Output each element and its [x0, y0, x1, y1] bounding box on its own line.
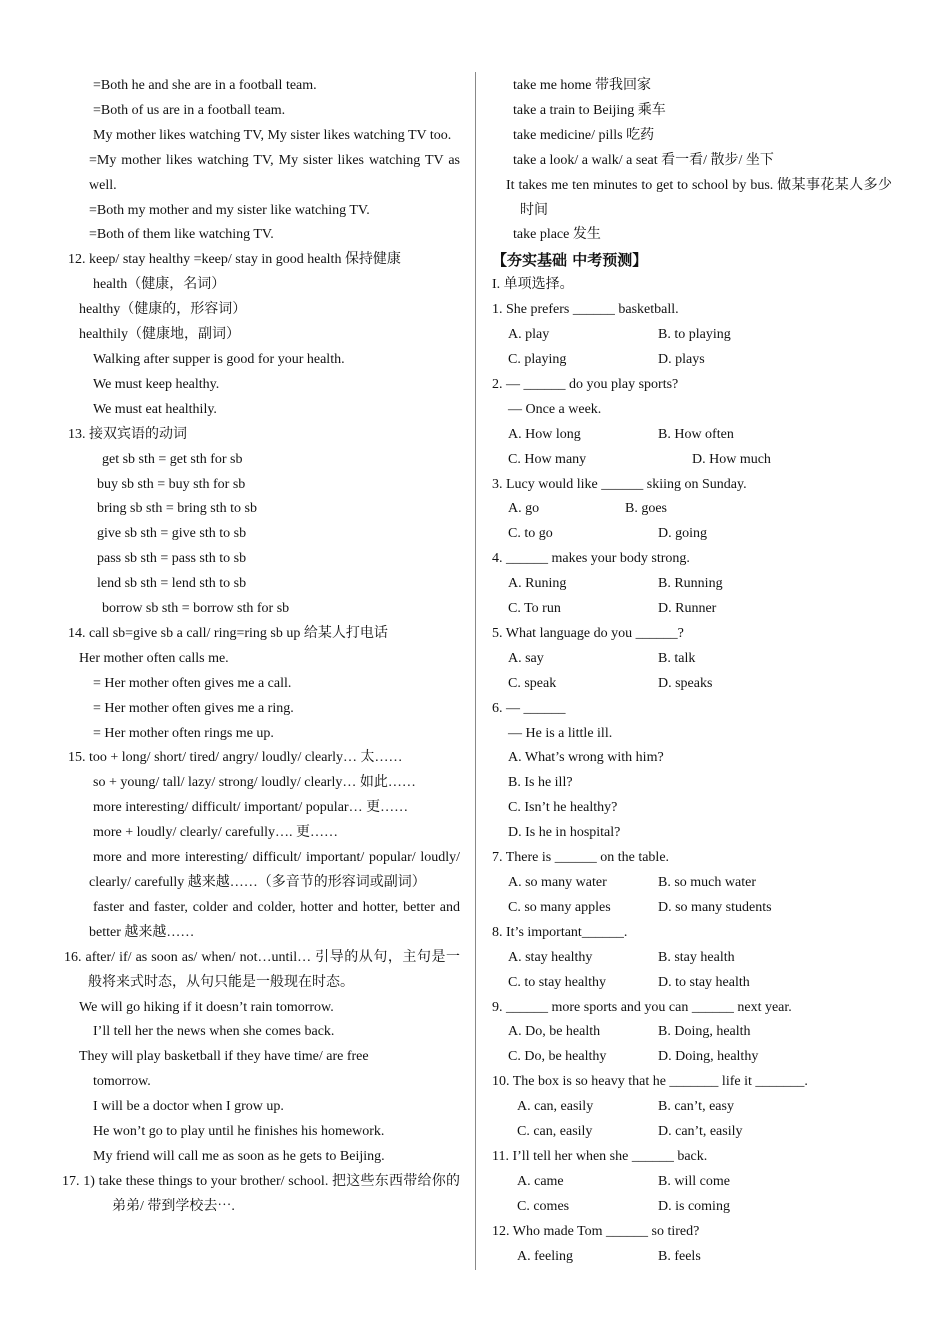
answer-option-row [492, 647, 892, 672]
column-divider [475, 72, 476, 1270]
answer-option-row [492, 572, 892, 597]
text-line: Her mother often calls me. [79, 650, 229, 666]
answer-option[interactable]: D. so many students [658, 899, 772, 915]
answer-option-row [492, 1195, 892, 1220]
text-line: = Her mother often gives me a call. [93, 675, 292, 691]
answer-option[interactable]: D. How much [692, 451, 771, 467]
answer-option-row [492, 672, 892, 697]
text-line: health（健康，名词） [93, 277, 226, 293]
answer-option-row [492, 1020, 892, 1045]
text-line: =Both my mother and my sister like watching TV. [89, 202, 370, 218]
question-stem: 3. Lucy would like ______ skiing on Sunday. [492, 476, 747, 492]
answer-option[interactable]: B. stay health [658, 949, 735, 965]
answer-option[interactable]: B. can’t, easy [658, 1099, 734, 1115]
question-stem: 5. What language do you ______? [492, 625, 684, 641]
text-line: healthily（健康地，副词） [79, 327, 240, 343]
question-answer-line: — Once a week. [508, 401, 602, 417]
text-line: 17. 1) take these things to your brother/ school. 把这些东西带给你的弟弟/ 带到学校去⋯. [62, 1173, 460, 1214]
answer-option-row [492, 1095, 892, 1120]
answer-option-row [492, 522, 892, 547]
answer-option[interactable]: C. to go [508, 526, 553, 542]
answer-option[interactable]: B. feels [658, 1248, 701, 1264]
text-line: I will be a doctor when I grow up. [93, 1099, 284, 1115]
answer-option-row [492, 423, 892, 448]
answer-option[interactable]: A. so many water [508, 875, 607, 890]
answer-option[interactable]: A. can, easily [517, 1099, 594, 1115]
text-line: get sb sth = get sth for sb [102, 451, 243, 467]
question-stem: 6. — ______ [492, 700, 566, 716]
text-line: tomorrow. [93, 1074, 151, 1090]
question-stem: 9. ______ more sports and you can ______ next year. [492, 999, 792, 1015]
answer-option[interactable]: D. Doing, healthy [658, 1049, 759, 1065]
text-line: We will go hiking if it doesn’t rain tomorrow. [79, 999, 334, 1015]
text-line: =Both he and she are in a football team. [93, 78, 317, 93]
text-line: He won’t go to play until he finishes his homework. [93, 1124, 385, 1140]
answer-option[interactable]: B. goes [625, 501, 667, 517]
text-line: 15. too + long/ short/ tired/ angry/ loudly/ clearly… 太…… [68, 750, 403, 766]
answer-option[interactable]: C. Do, be healthy [508, 1049, 607, 1065]
text-line: take medicine/ pills 吃药 [513, 127, 655, 143]
answer-option[interactable]: C. How many [508, 451, 587, 467]
question-list [492, 298, 892, 1269]
answer-option[interactable]: C. playing [508, 351, 567, 367]
answer-option[interactable]: B. will come [658, 1173, 730, 1189]
answer-option[interactable]: A. go [508, 501, 540, 517]
question-stem: 1. She prefers ______ basketball. [492, 302, 679, 318]
text-line: = Her mother often gives me a ring. [93, 700, 294, 716]
right-column [492, 74, 892, 1270]
question-stem: 8. It’s important______. [492, 924, 628, 940]
text-line: =Both of us are in a football team. [93, 102, 286, 118]
answer-option[interactable]: B. to playing [658, 327, 731, 343]
answer-option[interactable]: A. play [508, 327, 550, 343]
text-line: We must eat healthily. [93, 401, 217, 417]
answer-option-row [492, 497, 892, 522]
answer-option[interactable]: D. Is he in hospital? [508, 825, 621, 841]
text-line: more + loudly/ clearly/ carefully…. 更…… [93, 825, 339, 841]
answer-option[interactable]: A. Runing [508, 576, 567, 592]
answer-option[interactable]: A. came [517, 1173, 564, 1189]
answer-option[interactable]: C. can, easily [517, 1124, 593, 1140]
question-stem: 12. Who made Tom ______ so tired? [492, 1223, 700, 1239]
answer-option-row [492, 896, 892, 921]
text-line: take a look/ a walk/ a seat 看一看/ 散步/ 坐下 [513, 152, 774, 168]
question-stem: 10. The box is so heavy that he _______ life it _______. [492, 1074, 808, 1090]
answer-option[interactable]: B. How often [658, 426, 734, 442]
answer-option-row [492, 597, 892, 622]
question-answer-line: — He is a little ill. [508, 725, 613, 741]
answer-option[interactable]: A. Do, be health [508, 1024, 601, 1040]
question-stem: 4. ______ makes your body strong. [492, 551, 690, 567]
answer-option[interactable]: D. Runner [658, 601, 717, 617]
answer-option-row [492, 971, 892, 996]
text-line: more and more interesting/ difficult/ important/ popular/ loudly/ clearly/ carefully 越来越……（多音节的形容词或副词） [89, 850, 460, 890]
text-line: We must keep healthy. [93, 376, 220, 392]
answer-option[interactable]: B. so much water [658, 875, 756, 890]
answer-option[interactable]: B. Running [658, 576, 723, 592]
text-line: It takes me ten minutes to get to school by bus. 做某事花某人多少时间 [506, 177, 892, 218]
text-line: healthy（健康的，形容词） [79, 302, 247, 318]
answer-option[interactable]: A. feeling [517, 1248, 573, 1264]
answer-option-row [492, 1045, 892, 1070]
text-line: borrow sb sth = borrow sth for sb [102, 601, 290, 617]
answer-option-row [492, 348, 892, 373]
answer-option[interactable]: C. so many apples [508, 899, 611, 915]
text-line: 13. 接双宾语的动词 [68, 426, 187, 442]
answer-option-row [492, 1170, 892, 1195]
left-column [62, 74, 460, 1220]
text-line: My mother likes watching TV, My sister likes watching TV too. [93, 127, 452, 143]
answer-option[interactable]: D. is coming [658, 1198, 730, 1214]
answer-option-row [492, 1245, 892, 1270]
text-line: My friend will call me as soon as he gets to Beijing. [93, 1148, 385, 1164]
answer-option[interactable]: D. can’t, easily [658, 1124, 743, 1140]
answer-option[interactable]: A. What’s wrong with him? [508, 750, 664, 766]
text-line: more interesting/ difficult/ important/ popular… 更…… [93, 800, 409, 816]
answer-option-row [492, 323, 892, 348]
text-line: bring sb sth = bring sth to sb [97, 501, 257, 517]
text-line: = Her mother often rings me up. [93, 725, 274, 741]
answer-option[interactable]: B. Doing, health [658, 1024, 751, 1040]
answer-option[interactable]: C. to stay healthy [508, 974, 606, 990]
answer-option[interactable]: D. speaks [658, 675, 713, 691]
text-line: pass sb sth = pass sth to sb [97, 551, 247, 567]
answer-option[interactable]: B. Is he ill? [508, 775, 573, 791]
answer-option[interactable]: D. going [658, 526, 707, 542]
question-stem: 2. — ______ do you play sports? [492, 376, 679, 392]
text-line: They will play basketball if they have time/ are free [79, 1049, 369, 1065]
answer-option[interactable]: A. say [508, 650, 544, 666]
question-stem: 11. I’ll tell her when she ______ back. [492, 1148, 708, 1164]
text-line: 16. after/ if/ as soon as/ when/ not…until… 引导的从句，主句是一般将来式时态，从句只能是一般现在时态。 [64, 949, 460, 990]
text-line: =Both of them like watching TV. [89, 227, 274, 243]
text-line: give sb sth = give sth to sb [97, 526, 247, 542]
take-phrases-list [492, 74, 892, 248]
text-line: 14. call sb=give sb a call/ ring=ring sb up 给某人打电话 [68, 625, 388, 641]
text-line: so + young/ tall/ lazy/ strong/ loudly/ clearly… 如此…… [93, 775, 416, 791]
answer-option-row [492, 448, 892, 473]
text-line: Walking after supper is good for your health. [93, 351, 345, 367]
question-stem: 7. There is ______ on the table. [492, 850, 670, 866]
text-line: take a train to Beijing 乘车 [513, 102, 666, 118]
answer-option[interactable]: C. comes [517, 1198, 570, 1214]
section-subtitle: I. 单项选择。 [492, 277, 574, 293]
answer-option[interactable]: C. speak [508, 675, 557, 691]
text-line: buy sb sth = buy sth for sb [97, 476, 246, 492]
section-title: 【夯实基础 中考预测】 [492, 251, 648, 270]
text-line: lend sb sth = lend sth to sb [97, 576, 247, 592]
answer-option[interactable]: C. To run [508, 601, 561, 617]
text-line: 12. keep/ stay healthy =keep/ stay in good health 保持健康 [68, 252, 401, 268]
answer-option[interactable]: B. talk [658, 650, 696, 666]
text-line: take me home 带我回家 [513, 78, 652, 93]
text-line: =My mother likes watching TV, My sister likes watching TV as well. [89, 152, 460, 193]
answer-option-row [492, 871, 892, 896]
answer-option-row [492, 946, 892, 971]
answer-option[interactable]: D. plays [658, 351, 705, 367]
answer-option[interactable]: C. Isn’t he healthy? [508, 800, 618, 816]
text-line: faster and faster, colder and colder, hotter and hotter, better and better 越来越…… [89, 899, 460, 940]
answer-option[interactable]: A. How long [508, 426, 581, 442]
text-line: I’ll tell her the news when she comes back. [93, 1024, 335, 1040]
answer-option[interactable]: D. to stay health [658, 974, 750, 990]
answer-option[interactable]: A. stay healthy [508, 949, 593, 965]
text-line: take place 发生 [513, 227, 601, 243]
answer-option-row [492, 1120, 892, 1145]
